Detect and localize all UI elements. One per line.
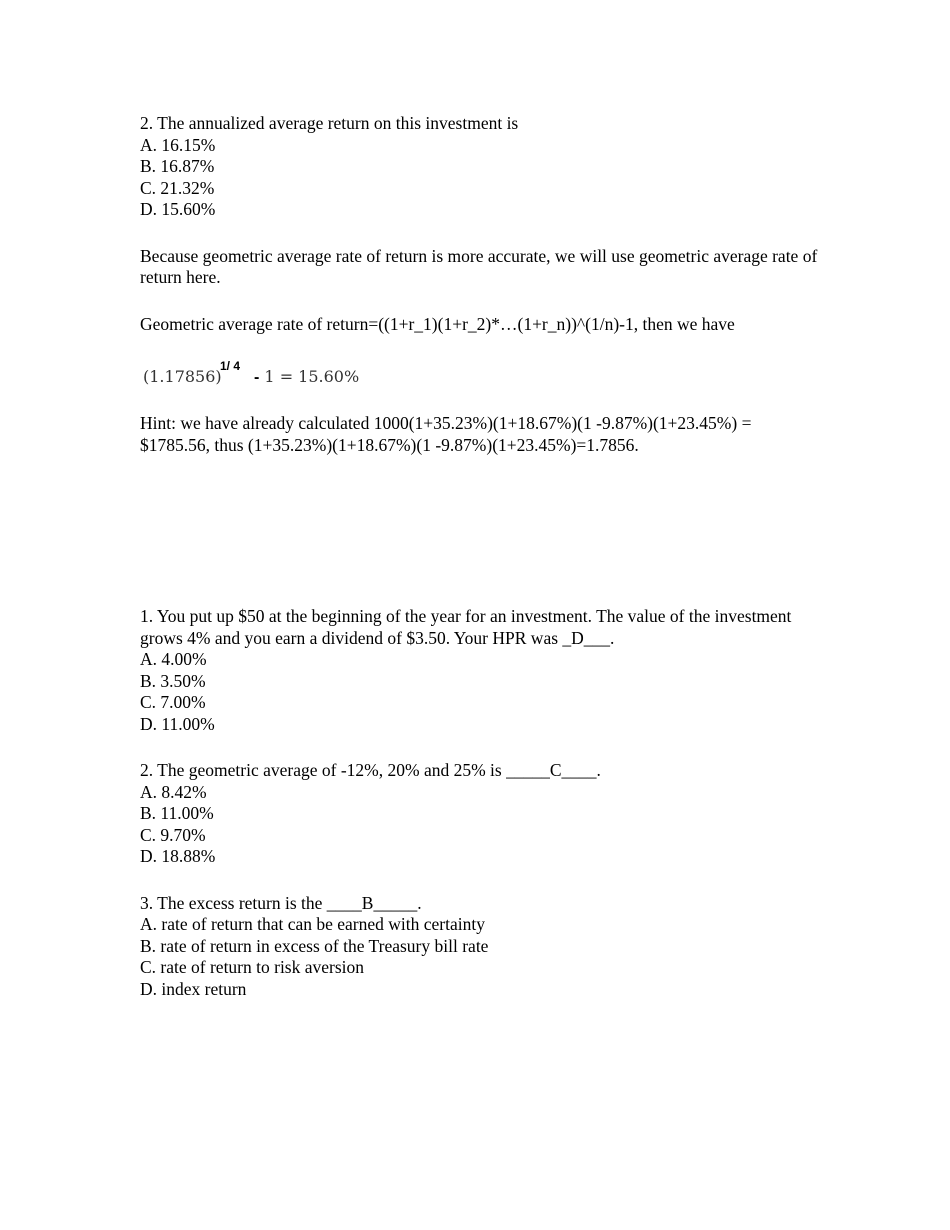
hpr-option-b: B. 3.50% [140, 670, 206, 691]
option-a: A. 16.15% [140, 134, 216, 155]
excess-option-d: D. index return [140, 978, 247, 999]
excess-option-b: B. rate of return in excess of the Treasury bill rate [140, 935, 489, 956]
hpr-option-a: A. 4.00% [140, 649, 207, 669]
geo-option-c: C. 9.70% [140, 824, 206, 845]
question-excess-return: 3. The excess return is the ____B_____. [140, 892, 422, 913]
hpr-option-d: D. 11.00% [140, 713, 215, 734]
question-geometric-average: 2. The geometric average of -12%, 20% and 25% is _____C____. [140, 760, 601, 780]
question-hpr: 1. You put up $50 at the beginning of the year for an investment. The value of the investment grows 4% and you earn a dividend of $3.50. Your HPR was _D___. [140, 606, 792, 648]
explanation-paragraph: Because geometric average rate of return is more accurate, we will use geometric average rate of return here. [140, 245, 818, 287]
geo-option-d: D. 18.88% [140, 846, 216, 866]
excess-option-a: A. rate of return that can be earned with certainty [140, 914, 485, 934]
option-c: C. 21.32% [140, 177, 215, 198]
option-b: B. 16.87% [140, 156, 215, 176]
hint-paragraph: Hint: we have already calculated 1000(1+35.23%)(1+18.67%)(1 -9.87%)(1+23.45%) = $1785.56, thus (1+35.23%)(1+18.67%)(1 -9.87%)(1+23.45%)=1.7856. [140, 413, 752, 455]
formula-dash: - [254, 369, 260, 386]
formula-equals: 1 = 15.60% [264, 367, 360, 386]
formula-description: Geometric average rate of return=((1+r_1)(1+r_2)*…(1+r_n))^(1/n)-1, then we have [140, 313, 735, 334]
excess-option-c: C. rate of return to risk aversion [140, 957, 365, 977]
geo-option-a: A. 8.42% [140, 781, 207, 802]
formula-result [254, 367, 359, 387]
formula-image [140, 361, 820, 391]
formula-exponent: 1/ 4 [220, 359, 241, 373]
hpr-option-c: C. 7.00% [140, 692, 206, 712]
question-annualized-return: 2. The annualized average return on this investment is [140, 113, 519, 133]
formula-base: (1.17856) [143, 367, 222, 386]
option-d: D. 15.60% [140, 199, 216, 219]
geo-option-b: B. 11.00% [140, 803, 214, 823]
document-page [140, 113, 820, 1000]
